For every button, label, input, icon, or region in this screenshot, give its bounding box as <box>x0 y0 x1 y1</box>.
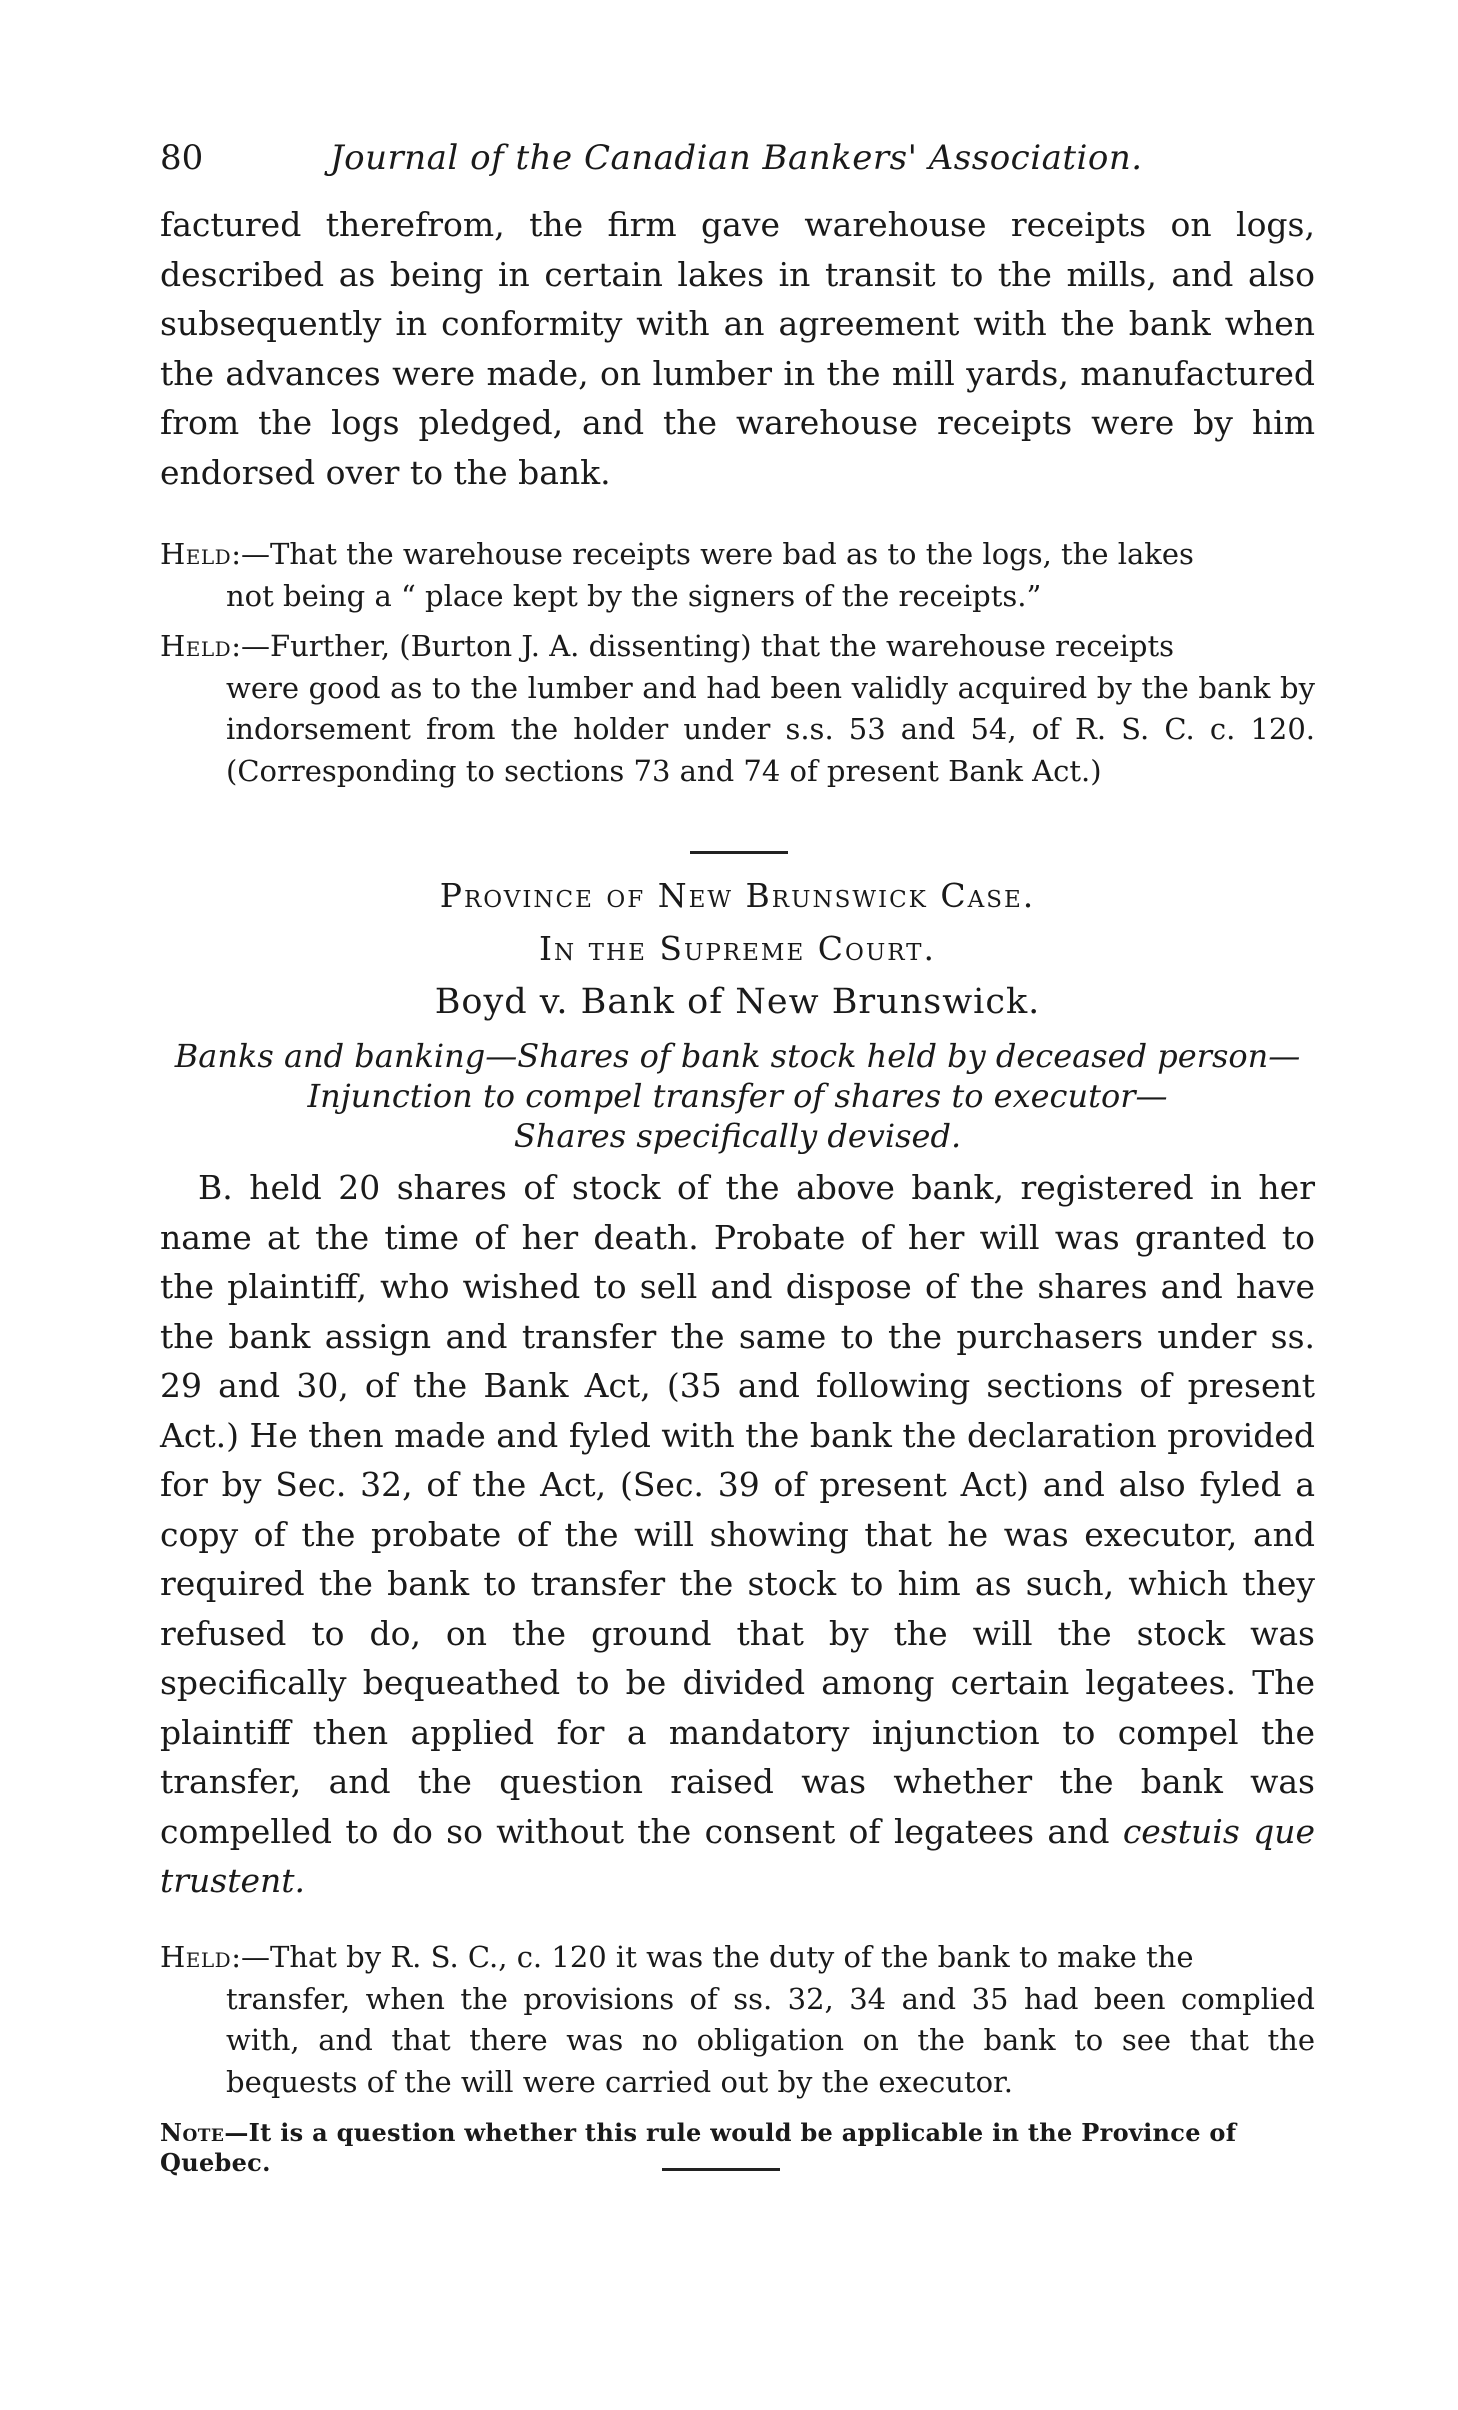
held-label: Held <box>160 629 232 663</box>
opening-paragraph: factured therefrom, the firm gave warehouse receipts on logs, described as being in certain lakes in transit to the mills, and also subsequently in conformity with an agreement with the bank when the advances were made, on lumber in the mill yards, manufactured from the logs pledged, and the warehouse receipts were by him endorsed over to the bank. <box>160 205 1315 492</box>
held-paragraph-3 <box>160 1937 1315 2103</box>
held-continuation: were good as to the lumber and had been validly acquired by the bank by indorsement from the holder under s.s. 53 and 54, of R. S. C. c. 120. (Corresponding to sections 73 and 74 of present Bank Act.) <box>226 670 1315 788</box>
held-first-line: :—Further, (Burton J. A. dissenting) that the warehouse receipts <box>231 629 1174 663</box>
case-name: Boyd v. Bank of New Brunswick. <box>434 982 1041 1022</box>
headnote-line: Banks and banking—Shares of bank stock held by deceased person— <box>174 1037 1301 1075</box>
section-divider <box>690 851 788 854</box>
note-label: Note <box>160 2118 225 2147</box>
held-first-line: :—That the warehouse receipts were bad as to the logs, the lakes <box>231 537 1194 571</box>
headnote <box>160 1036 1315 1156</box>
held-label: Held <box>160 537 232 571</box>
headnote-line: Shares specifically devised. <box>513 1117 962 1155</box>
held-first-line: :—That by R. S. C., c. 120 it was the duty of the bank to make the <box>231 1940 1194 1974</box>
journal-title: Journal of the Canadian Bankers' Association. <box>330 138 1143 178</box>
held-paragraph-2 <box>160 626 1315 792</box>
facts-text: B. held 20 shares of stock of the above bank, registered in her name at the time of her death. Probate of her will was granted to the plaintiff, who wished to sell and dispose of the shares and have the bank assign and transfer the same to the purchasers under ss. 29 and 30, of the Bank Act, (35 and following sections of present Act.) He then made and fyled with the bank the declaration provided for by Sec. 32, of the Act, (Sec. 39 of present Act) and also fyled a copy of the probate of the will showing that he was executor, and required the bank to transfer the stock to him as such, which they refused to do, on the ground that by the will the stock was specifically bequeathed to be divided among certain legatees. The plaintiff then applied for a mandatory injunction to compel the transfer, and the question raised was whether the bank was compelled to do so without the consent of legatees and <box>160 1168 1315 1851</box>
facts-italic-tail: cestuis que trustent. <box>160 1811 1315 1900</box>
held-paragraph-1 <box>160 534 1315 617</box>
held-continuation: not being a “ place kept by the signers of the receipts.” <box>226 578 1042 613</box>
held-label: Held <box>160 1940 232 1974</box>
headnote-line: Injunction to compel transfer of shares to executor— <box>307 1077 1168 1115</box>
note-text: —It is a question whether this rule would be applicable in the Province of Quebec. <box>160 2118 1237 2177</box>
end-divider <box>662 2168 780 2171</box>
province-heading: Province of New Brunswick Case. <box>439 876 1036 915</box>
running-head <box>160 138 1320 188</box>
court-heading: In the Supreme Court. <box>539 929 936 968</box>
held-continuation: transfer, when the provisions of ss. 32, 34 and 35 had been complied with, and that there was no obligation on the bank to see that the bequests of the will were carried out by the executor. <box>226 1981 1315 2099</box>
facts-paragraph <box>160 1163 1315 1906</box>
page-number: 80 <box>160 138 204 178</box>
